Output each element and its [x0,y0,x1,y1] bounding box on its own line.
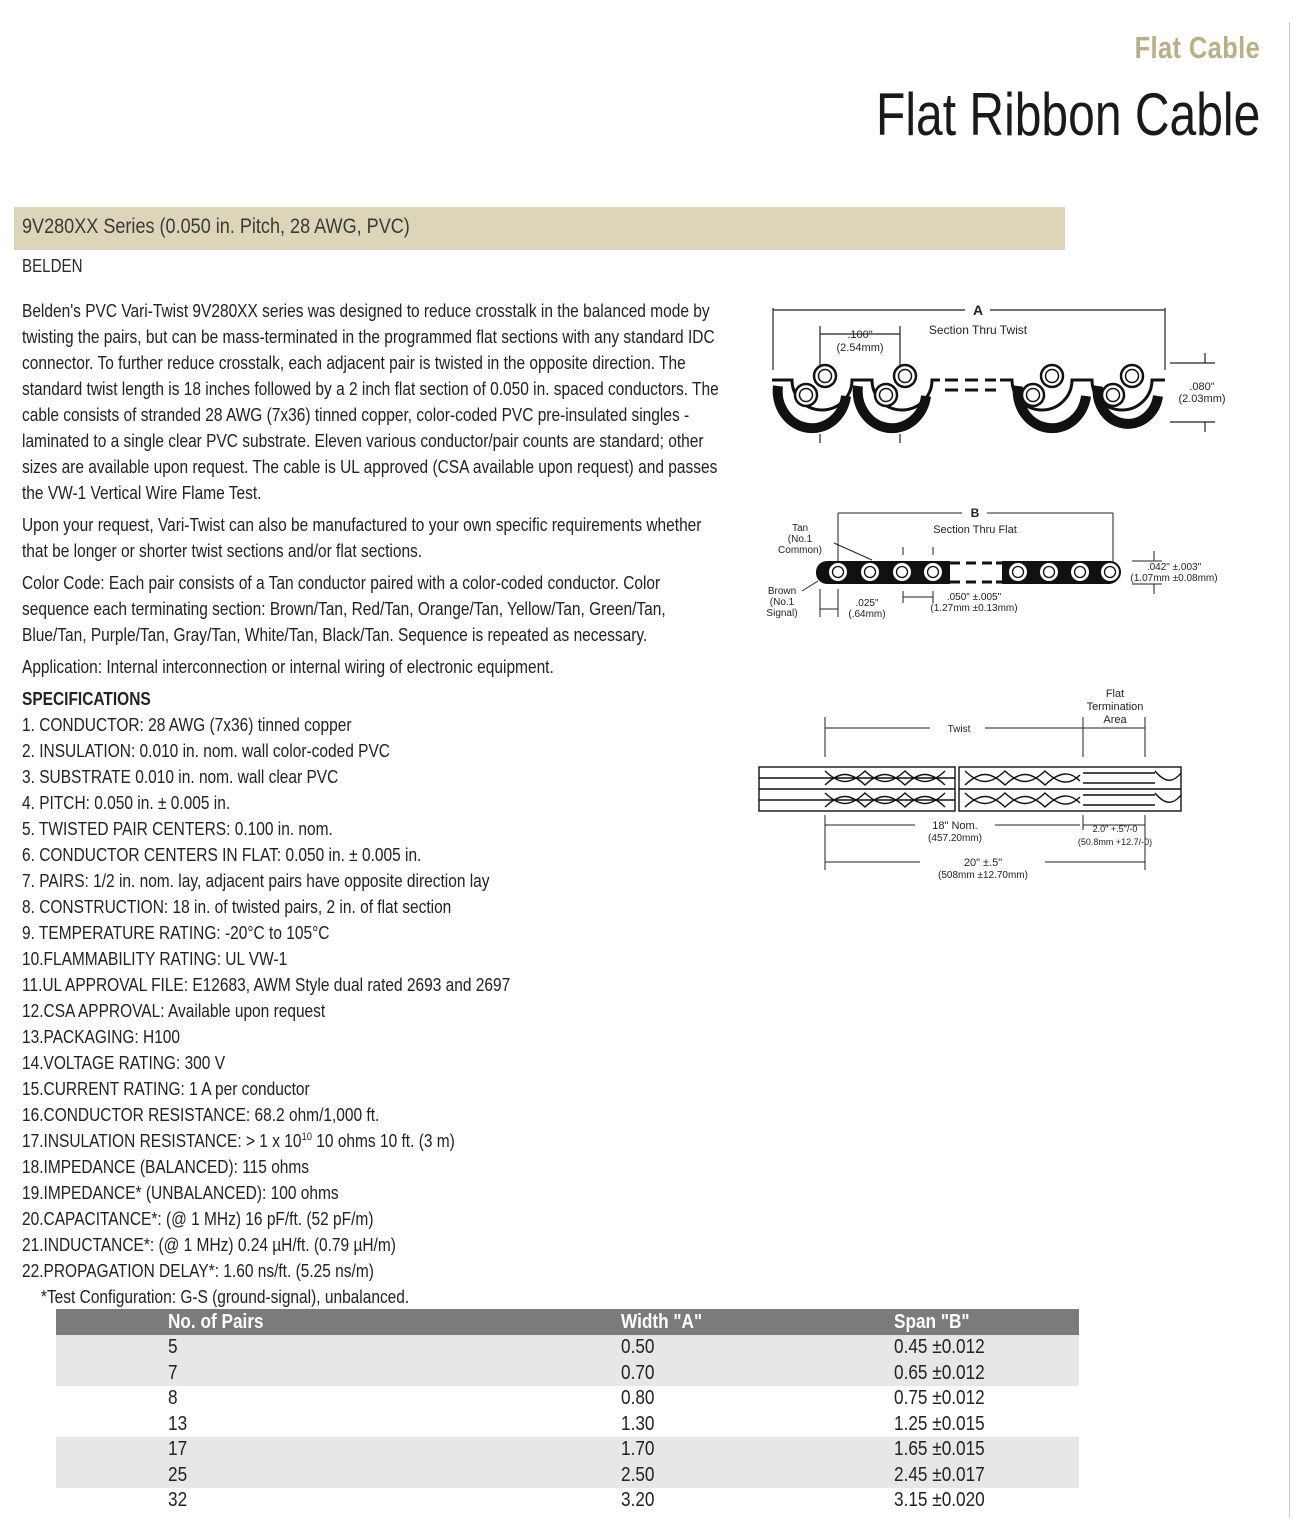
brand-name: BELDEN [22,256,83,276]
table-row [56,1361,1079,1387]
twist-length-in: 18" Nom. [932,820,978,832]
spec-item: 18.IMPEDANCE (BALANCED): 115 ohms [22,1157,310,1177]
diagram-a-height-mm: (2.03mm) [1178,393,1226,405]
pairs-dimension-table [56,1309,1079,1514]
pairs-cell: 13 [168,1412,188,1435]
description-paragraph: Belden's PVC Vari-Twist 9V280XX series was designed to reduce crosstalk in the balanced mode by twisting the pairs, but can be mass-terminated in the programmed flat sections with any standard IDC connector. To further reduce crosstalk, each adjacent pair is twisted in the opposite direction. The standard twist length is 18 inches followed by a 2 inch flat section of 0.050 in. spaced conductors. The cable consists of stranded 28 AWG (7x36) tinned copper, color-coded PVC pre-insulated singles - laminated to a single clear PVC substrate. Eleven various conductor/pair counts are standard; other sizes are available upon request. The cable is UL approved (CSA available upon request) and passes the VW-1 Vertical Wire Flame Test. [22,301,719,503]
table-row [56,1463,1079,1489]
width-cell: 0.80 [621,1387,655,1410]
right-margin-rule [1289,22,1290,1518]
table-row [56,1412,1079,1438]
span-cell: 2.45 ±0.017 [894,1463,1079,1489]
table-header-row [56,1309,1079,1335]
spec-item: 5. TWISTED PAIR CENTERS: 0.100 in. nom. [22,819,333,839]
spec-exponent: 10 [301,1131,312,1143]
specifications-heading: SPECIFICATIONS [22,689,151,709]
diagram-a-caption: Section Thru Twist [928,323,1028,337]
pairs-cell: 7 [56,1361,621,1387]
diagram-a-letter: A [972,302,984,318]
twist-length-mm: (457.20mm) [928,833,982,844]
spec-item: 12.CSA APPROVAL: Available upon request [22,1001,326,1021]
width-cell: 0.50 [621,1335,894,1361]
pairs-cell: 32 [168,1489,188,1512]
twist-label: Twist [947,724,971,735]
section-kicker: Flat Cable [1134,30,1260,65]
diagram-section-thru-flat [762,505,1232,630]
diagram-b-thick-in: .042" ±.003" [1146,562,1202,573]
header-no-of-pairs: No. of Pairs [56,1309,621,1335]
header-span-b: Span "B" [894,1309,1079,1335]
pairs-cell: 8 [168,1387,178,1410]
spec-item: 10.FLAMMABILITY RATING: UL VW-1 [22,949,288,969]
spec-item: 7. PAIRS: 1/2 in. nom. lay, adjacent pairs have opposite direction lay [22,871,490,891]
flat-area-label-line: Area [1103,714,1127,726]
span-cell: 1.65 ±0.015 [894,1437,1079,1463]
spec-text: 17.INSULATION RESISTANCE: > 1 x 10 [22,1131,302,1151]
spec-item: 6. CONDUCTOR CENTERS IN FLAT: 0.050 in. ± 0.005 in. [22,845,422,865]
color-code-paragraph: Color Code: Each pair consists of a Tan conductor paired with a color-coded conductor. Color sequence each terminating section: Brown/Tan, Red/Tan, Orange/Tan, Yellow/Tan, Green/Tan, Blue/Tan, Purple/Tan, Gray/Tan, White/Tan, Black/Tan. Sequence is repeated as necessary. [22,573,666,645]
diagram-a-pitch-mm: (2.54mm) [836,342,884,354]
table-row [56,1335,1079,1361]
spec-item: 1. CONDUCTOR: 28 AWG (7x36) tinned copper [22,715,352,735]
flat-conductors [816,561,1120,584]
table-row [56,1437,1079,1463]
diagram-b-letter: B [970,506,980,520]
spec-item: 19.IMPEDANCE* (UNBALANCED): 100 ohms [22,1183,339,1203]
diagram-twist-flat-layout [755,685,1235,885]
application-paragraph: Application: Internal interconnection or internal wiring of electronic equipment. [22,657,554,677]
brown-label-line: (No.1 [769,597,795,608]
header-width-a: Width "A" [621,1309,894,1335]
diagram-b-edge-mm: (.64mm) [848,609,886,620]
table-row [56,1386,1079,1412]
page-title: Flat Ribbon Cable [875,81,1260,148]
brown-label-line: Brown [767,586,797,597]
spec-text: 10 ohms 10 ft. (3 m) [311,1131,455,1151]
diagram-a-pitch-in: .100" [847,329,873,341]
spec-item: 2. INSULATION: 0.010 in. nom. wall color-coded PVC [22,741,390,761]
width-cell: 1.70 [621,1437,894,1463]
twist-pair [772,365,1165,428]
diagram-a-height-in: .080" [1189,381,1215,393]
diagram-b-thick-mm: (1.07mm ±0.08mm) [1130,573,1218,584]
width-cell: 1.30 [621,1412,655,1435]
flat-area-label-line: Termination [1086,701,1144,713]
spec-item: 13.PACKAGING: H100 [22,1027,181,1047]
total-length-mm: (508mm ±12.70mm) [938,870,1028,881]
span-cell: 1.25 ±0.015 [894,1412,985,1435]
width-cell: 2.50 [621,1463,894,1489]
tan-label-line: Common) [778,545,822,556]
spec-item: 21.INDUCTANCE*: (@ 1 MHz) 0.24 µH/ft. (0.79 µH/m) [22,1235,396,1255]
spec-item: 9. TEMPERATURE RATING: -20°C to 105°C [22,923,330,943]
description-column [22,298,727,1310]
spec-item: 11.UL APPROVAL FILE: E12683, AWM Style dual rated 2693 and 2697 [22,975,511,995]
span-cell: 0.45 ±0.012 [894,1335,1079,1361]
tan-label-line: (No.1 [787,534,813,545]
spec-item: 22.PROPAGATION DELAY*: 1.60 ns/ft. (5.25 ns/m) [22,1261,374,1281]
tan-label-line: Tan [791,523,809,534]
diagram-b-pitch-in: .050" ±.005" [946,592,1002,603]
series-band [14,207,1065,250]
spec-item: 16.CONDUCTOR RESISTANCE: 68.2 ohm/1,000 ft. [22,1105,380,1125]
flat-length-mm: (50.8mm +12.7/-0) [1077,837,1153,847]
brown-label-line: Signal) [766,608,798,619]
specifications-list [22,712,727,1284]
spec-item: 15.CURRENT RATING: 1 A per conductor [22,1079,310,1099]
cable-plan [759,767,1181,811]
series-title: 9V280XX Series (0.050 in. Pitch, 28 AWG, PVC) [22,215,410,238]
spec-item: 8. CONSTRUCTION: 18 in. of twisted pairs, 2 in. of flat section [22,897,452,917]
test-configuration-note: *Test Configuration: G-S (ground-signal), unbalanced. [40,1287,410,1307]
diagram-b-pitch-mm: (1.27mm ±0.13mm) [930,603,1018,614]
spec-item: 14.VOLTAGE RATING: 300 V [22,1053,226,1073]
pairs-cell: 17 [56,1437,621,1463]
spec-item-insulation-resistance [22,1128,727,1154]
span-cell: 0.75 ±0.012 [894,1387,985,1410]
diagram-b-caption: Section Thru Flat [933,524,1017,536]
flat-length-in: 2.0" +.5"/-0 [1092,824,1138,834]
spec-item: 3. SUBSTRATE 0.010 in. nom. wall clear PVC [22,767,339,787]
spec-item: 4. PITCH: 0.050 in. ± 0.005 in. [22,793,231,813]
width-cell: 3.20 [621,1489,655,1512]
diagram-section-thru-twist [760,298,1240,448]
total-length-in: 20" ±.5" [963,857,1003,869]
diagram-b-edge-in: .025" [855,598,879,609]
span-cell: 3.15 ±0.020 [894,1489,985,1512]
width-cell: 0.70 [621,1361,894,1387]
pairs-cell: 25 [56,1463,621,1489]
span-cell: 0.65 ±0.012 [894,1361,1079,1387]
custom-request-paragraph: Upon your request, Vari-Twist can also be manufactured to your own specific requirements whether that be longer or shorter twist sections and/or flat sections. [22,515,702,561]
spec-item: 20.CAPACITANCE*: (@ 1 MHz) 16 pF/ft. (52 pF/m) [22,1209,374,1229]
pairs-cell: 5 [56,1335,621,1361]
table-row [56,1488,1079,1514]
flat-area-label-line: Flat [1105,688,1125,700]
